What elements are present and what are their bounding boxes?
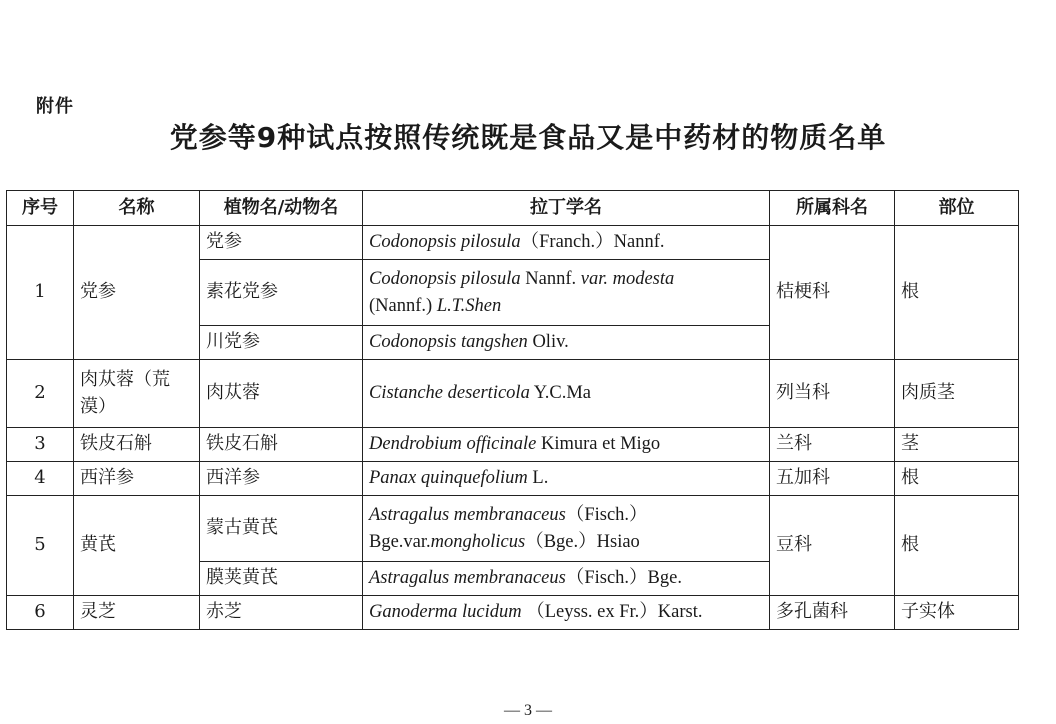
row-latin-name: [363, 326, 770, 360]
latin-author: Kimura et Migo: [540, 434, 661, 455]
document-title: 党参等9种试点按照传统既是食品又是中药材的物质名单: [169, 121, 887, 154]
row-serial: 1: [7, 226, 74, 360]
row-latin-name: [363, 428, 770, 462]
row-serial: 4: [7, 462, 74, 496]
latin-variety-author: L.T.Shen: [436, 295, 502, 316]
row-plant-name: 素花党参: [200, 260, 363, 326]
header-plant-animal-name: 植物名/动物名: [200, 191, 363, 226]
row-family: 桔梗科: [770, 226, 895, 360]
row-latin-name: [363, 260, 770, 326]
latin-genus-species: Codonopsis tangshen: [369, 332, 528, 353]
row-latin-name: [363, 496, 770, 562]
row-serial: 5: [7, 496, 74, 596]
latin-author: L.: [532, 468, 549, 489]
row-family: 兰科: [770, 428, 895, 462]
table-row: [7, 428, 1019, 462]
latin-genus-species: Panax quinquefolium: [369, 468, 528, 489]
latin-author: Oliv.: [532, 332, 569, 353]
latin-author: (Nannf.): [369, 295, 433, 316]
row-latin-name: [363, 562, 770, 596]
row-family: 五加科: [770, 462, 895, 496]
substance-list-table: [6, 190, 1019, 630]
row-latin-name: [363, 462, 770, 496]
latin-genus-species: Astragalus membranaceus: [369, 568, 566, 589]
row-plant-name: 赤芝: [200, 596, 363, 630]
row-name: 肉苁蓉（荒漠）: [74, 360, 200, 428]
row-part: 茎: [895, 428, 1019, 462]
latin-genus-species: Ganoderma lucidum: [369, 602, 522, 623]
row-family: 多孔菌科: [770, 596, 895, 630]
row-family: 豆科: [770, 496, 895, 596]
row-serial: 6: [7, 596, 74, 630]
row-part: 根: [895, 226, 1019, 360]
row-plant-name: 肉苁蓉: [200, 360, 363, 428]
latin-genus-species: Dendrobium officinale: [369, 434, 537, 455]
table-row: [7, 462, 1019, 496]
row-name: 铁皮石斛: [74, 428, 200, 462]
row-latin-name: [363, 226, 770, 260]
page-number: — 3 —: [504, 702, 552, 719]
row-name: 党参: [74, 226, 200, 360]
header-name: 名称: [74, 191, 200, 226]
table-row: [7, 360, 1019, 428]
row-part: 根: [895, 462, 1019, 496]
row-name: 西洋参: [74, 462, 200, 496]
latin-author: Y.C.Ma: [533, 383, 592, 404]
header-latin-name: 拉丁学名: [363, 191, 770, 226]
latin-author: Bge.var.: [369, 531, 431, 552]
latin-author: （Leyss. ex Fr.）Karst.: [526, 602, 703, 623]
row-part: 子实体: [895, 596, 1019, 630]
row-family: 列当科: [770, 360, 895, 428]
row-plant-name: 川党参: [200, 326, 363, 360]
row-latin-name: [363, 596, 770, 630]
row-name: 黄芪: [74, 496, 200, 596]
row-latin-name: [363, 360, 770, 428]
latin-author: （Fisch.）Bge.: [565, 568, 682, 589]
latin-genus-species: Codonopsis pilosula: [369, 232, 521, 253]
table-header-row: [7, 191, 1019, 226]
attachment-label: 附件: [36, 96, 74, 117]
latin-genus-species: Astragalus membranaceus: [369, 504, 566, 525]
header-family: 所属科名: [770, 191, 895, 226]
row-plant-name: 党参: [200, 226, 363, 260]
table-row: [7, 496, 1019, 562]
latin-variety-author: （Bge.）Hsiao: [525, 531, 640, 552]
latin-author: （Fisch.）: [565, 504, 648, 525]
latin-variety: var. modesta: [580, 268, 675, 289]
latin-author: Nannf.: [525, 268, 577, 289]
row-name: 灵芝: [74, 596, 200, 630]
row-plant-name: 膜荚黄芪: [200, 562, 363, 596]
row-serial: 3: [7, 428, 74, 462]
header-part: 部位: [895, 191, 1019, 226]
row-serial: 2: [7, 360, 74, 428]
row-plant-name: 西洋参: [200, 462, 363, 496]
row-plant-name: 蒙古黄芪: [200, 496, 363, 562]
row-part: 根: [895, 496, 1019, 596]
header-serial: 序号: [7, 191, 74, 226]
table-row: [7, 226, 1019, 260]
row-plant-name: 铁皮石斛: [200, 428, 363, 462]
table-row: [7, 596, 1019, 630]
latin-genus-species: Cistanche deserticola: [369, 383, 530, 404]
latin-genus-species: Codonopsis pilosula: [369, 268, 521, 289]
latin-author: （Franch.）Nannf.: [520, 232, 665, 253]
row-part: 肉质茎: [895, 360, 1019, 428]
latin-variety: mongholicus: [430, 531, 526, 552]
